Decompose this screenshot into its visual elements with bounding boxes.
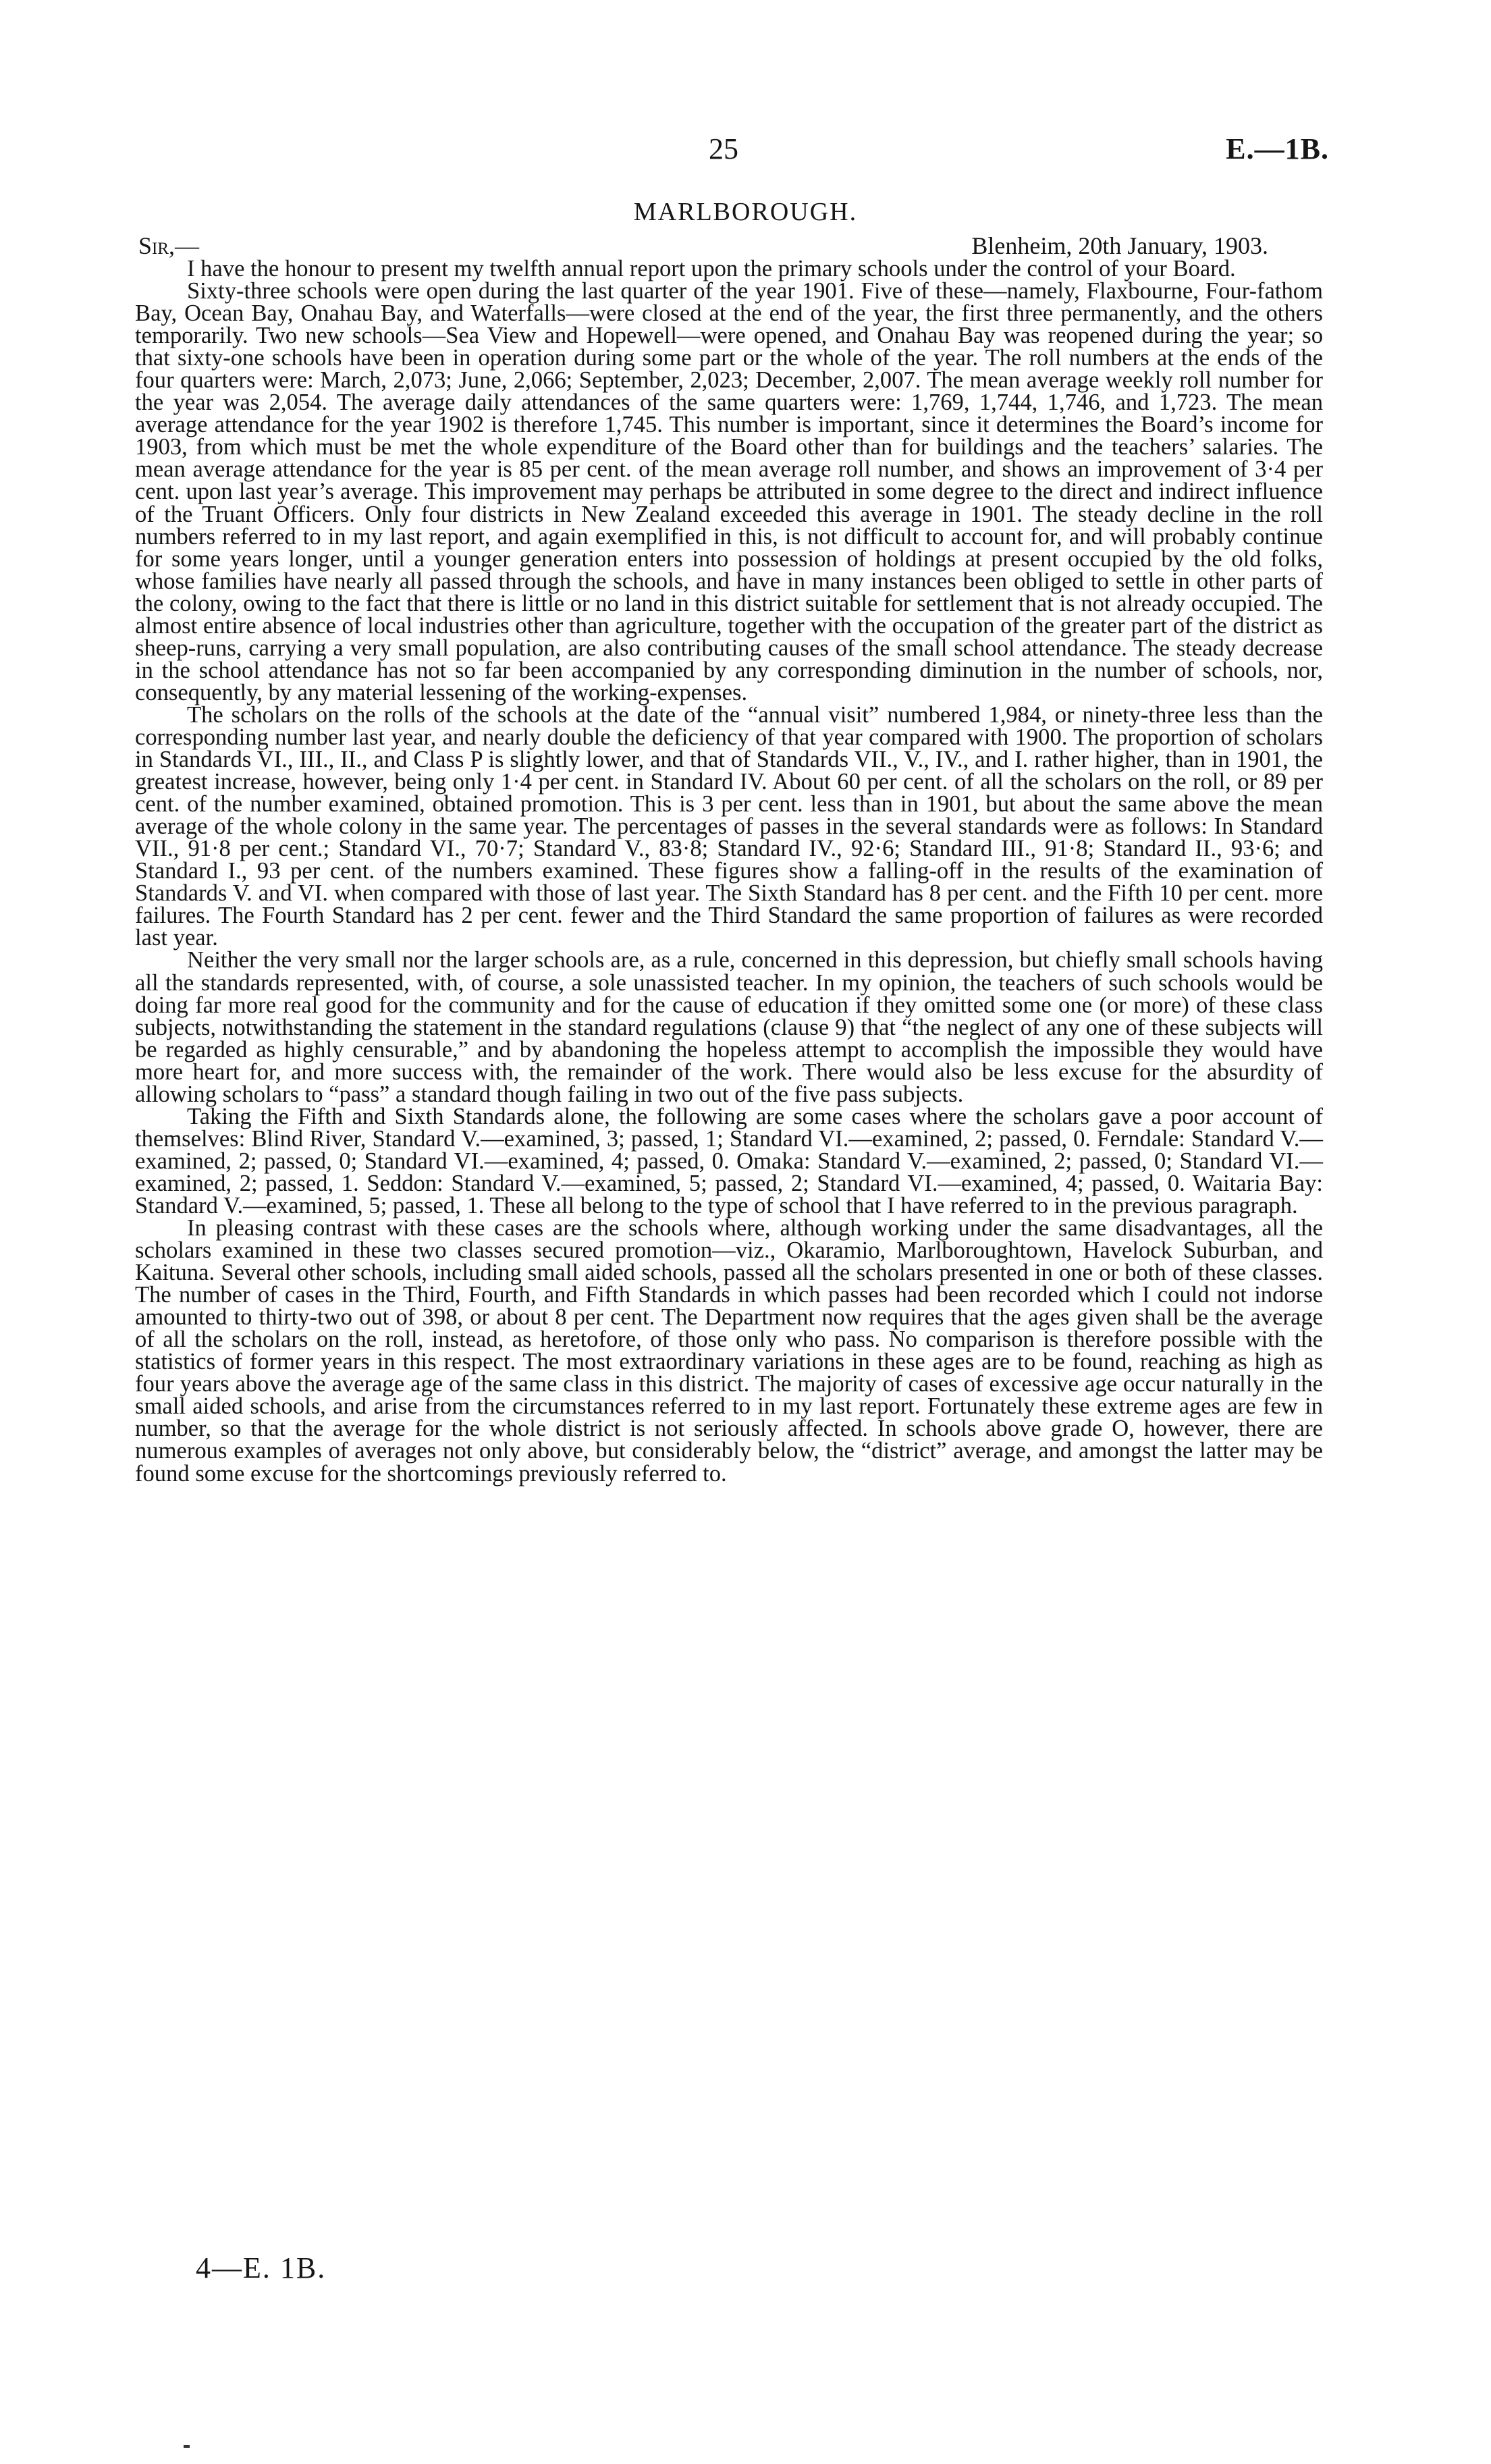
paragraph-introduction: I have the honour to present my twelfth annual report upon the primary schools under the control of your Board.: [187, 256, 1236, 282]
report-heading: MARLBOROUGH.: [633, 198, 858, 226]
paragraph-small-schools: Neither the very small nor the larger schools are, as a rule, concerned in this depression, but chiefly small schools having all the standards represented, with, of course, a sole unassisted teacher. In my opinion, the teachers of such schools would be doing far more real good for the community and for the cause of education if they omitted some one (or more) of these class subjects, notwithstanding the statement in the standard regulations (clause 9) that “the neglect of any one of these subjects will be regarded as highly censurable,” and by abandoning the hopeless attempt to accomplish the impossible they would have more heart for, and more success with, the remainder of the work. There would also be less excuse for the absurdity of allowing scholars to “pass” a standard though failing in two out of the five pass subjects.: [135, 947, 1323, 1107]
print-mark: [184, 2445, 190, 2448]
page-number: 25: [709, 132, 738, 165]
paragraph-examination-results: The scholars on the rolls of the schools at the date of the “annual visit” numbered 1,984, or ninety-three less than the corresponding number last year, and nearly double the deficiency of that year compared with 1900. The proportion of scholars in Standards VI., III., II., and Class P is slightly lower, and that of Standards VII., V., IV., and I. rather higher, than in 1901, the greatest increase, however, being only 1·4 per cent. in Standard IV. About 60 per cent. of all the scholars on the roll, or 89 per cent. of the number examined, obtained promotion. This is 3 per cent. less than in 1901, but about the same above the mean average of the whole colony in the same year. The percentages of passes in the several standards were as follows: In Standard VII., 91·8 per cent.; Standard VI., 70·7; Standard V., 83·8; Standard IV., 92·6; Standard III., 91·8; Standard II., 93·6; and Standard I., 93 per cent. of the numbers examined. These figures show a falling-off in the results of the examination of Standards V. and VI. when compared with those of last year. The Sixth Standard has 8 per cent. and the Fifth 10 per cent. more failures. The Fourth Standard has 2 per cent. fewer and the Third Standard the same proportion of failures as were recorded last year.: [135, 701, 1323, 951]
salutation: Sir,—: [138, 232, 200, 259]
report-body: [135, 258, 1323, 1485]
paragraph-attendance: Sixty-three schools were open during the last quarter of the year 1901. Five of these—namely, Flaxbourne, Four-fathom Bay, Ocean Bay, Onahau Bay, and Waterfalls—were closed at the end of the year, the first three permanently, and the others temporarily. Two new schools—Sea View and Hopewell—were opened, and Onahau Bay was reopened during the year; so that sixty-one schools have been in operation during some part or the whole of the year. The roll numbers at the ends of the four quarters were: March, 2,073; June, 2,066; September, 2,023; December, 2,007. The mean average weekly roll number for the year was 2,054. The average daily attendances of the same quarters were: 1,769, 1,744, 1,746, and 1,723. The mean average attendance for the year 1902 is therefore 1,745. This number is important, since it determines the Board’s income for 1903, from which must be met the whole expenditure of the Board other than for buildings and the teachers’ salaries. The mean average attendance for the year is 85 per cent. of the mean average roll number, and shows an improvement of 3·4 per cent. upon last year’s average. This improvement may perhaps be attributed in some degree to the direct and indirect influence of the Truant Officers. Only four districts in New Zealand exceeded this average in 1901. The steady decline in the roll numbers referred to in my last report, and again exemplified in this, is not difficult to account for, and will probably continue for some years longer, until a younger generation enters into possession of holdings at present occupied by the old folks, whose families have nearly all passed through the schools, and have in many instances been obliged to settle in other parts of the colony, owing to the fact that there is little or no land in this district suitable for settlement that is not already occupied. The almost entire absence of local industries other than agriculture, together with the occupation of the greater part of the district as sheep-runs, carrying a very small population, are also contributing causes of the small school attendance. The steady decrease in the school attendance has not so far been accompanied by any corresponding diminution in the number of schools, nor, consequently, by any material lessening of the working-expenses.: [135, 278, 1323, 705]
document-reference: E.—1B.: [1226, 132, 1329, 165]
sheet-reference: 4—E. 1B.: [196, 2251, 327, 2284]
place-and-date: Blenheim, 20th January, 1903.: [971, 232, 1268, 259]
paragraph-poor-cases: Taking the Fifth and Sixth Standards alone, the following are some cases where the scholars gave a poor account of themselves: Blind River, Standard V.—examined, 3; passed, 1; Standard VI.—examined, 2; passed, 0. Ferndale: Standard V.—examined, 2; passed, 0; Standard VI.—examined, 4; passed, 0. Omaka: Standard V.—examined, 2; passed, 0; Standard VI.—examined, 2; passed, 1. Seddon: Standard V.—examined, 5; passed, 2; Standard VI.—examined, 4; passed, 0. Waitaria Bay: Standard V.—examined, 5; passed, 1. These all belong to the type of school that I have referred to in the previous paragraph.: [135, 1103, 1323, 1218]
paragraph-contrast-and-ages: In pleasing contrast with these cases are the schools where, although working under the same disadvantages, all the scholars examined in these two classes secured promotion—viz., Okaramio, Marlboroughtown, Havelock Suburban, and Kaituna. Several other schools, including small aided schools, passed all the scholars presented in one or both of these classes. The number of cases in the Third, Fourth, and Fifth Standards in which passes had been recorded which I could not indorse amounted to thirty-two out of 398, or about 8 per cent. The Department now requires that the ages given shall be the average of all the scholars on the roll, instead, as heretofore, of those only who pass. No comparison is therefore possible with the statistics of former years in this respect. The most extraordinary variations in these ages are to be found, reaching as high as four years above the average age of the same class in this district. The majority of cases of excessive age occur naturally in the small aided schools, and arise from the circumstances referred to in my last report. Fortunately these extreme ages are few in number, so that the average for the whole district is not seriously affected. In schools above grade O, however, there are numerous examples of averages not only above, but considerably below, the “district” average, and amongst the latter may be found some excuse for the shortcomings previously referred to.: [135, 1215, 1323, 1487]
